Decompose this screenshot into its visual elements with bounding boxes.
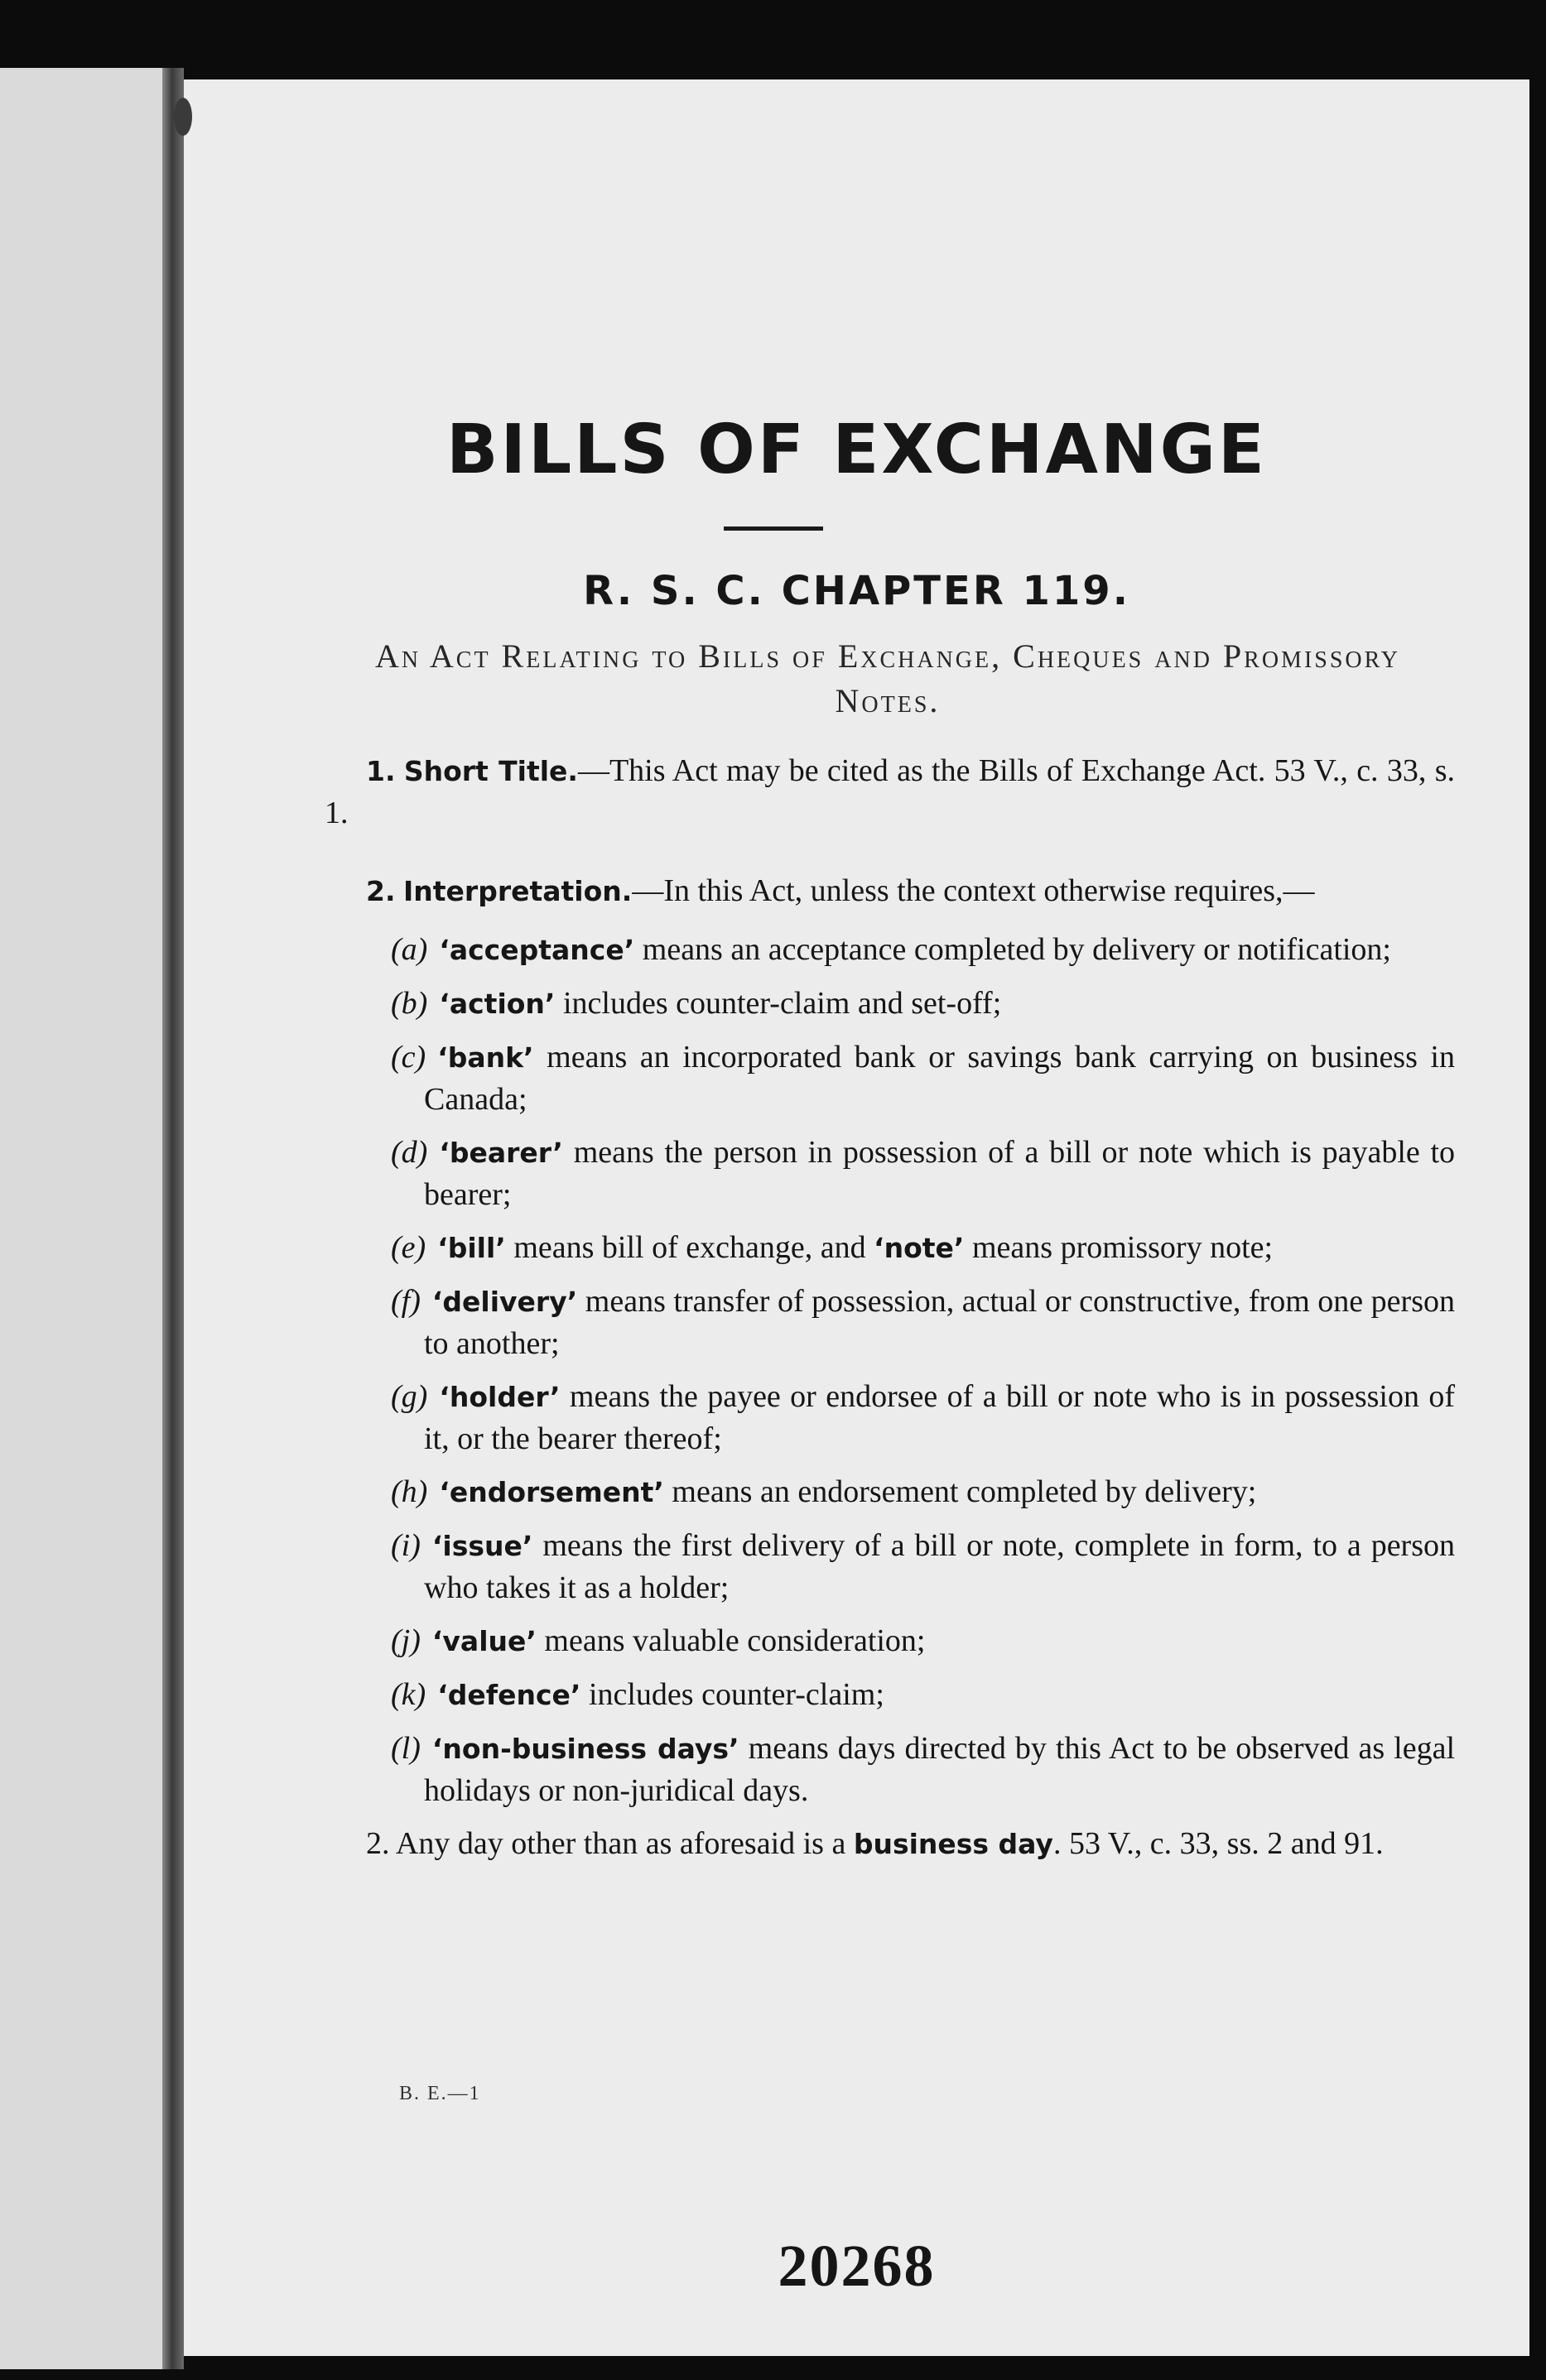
- definition-item: [391, 1036, 1455, 1120]
- left-page-edge: [0, 68, 162, 2369]
- definition-term: ‘bill’: [437, 1232, 506, 1264]
- definition-text: includes counter-claim and set-off;: [562, 986, 1002, 1021]
- subsection-text-before: Any day other than as aforesaid is a: [395, 1826, 846, 1861]
- definition-item: [391, 1132, 1455, 1215]
- definition-item: [391, 983, 1455, 1025]
- definition-term: ‘action’: [439, 988, 556, 1020]
- definition-item: [391, 1281, 1455, 1364]
- definition-text-note: means promissory note;: [971, 1230, 1274, 1265]
- chapter-heading: R. S. C. CHAPTER 119.: [583, 568, 1130, 614]
- definition-item: [391, 1674, 1455, 1716]
- definition-text: means an incorporated bank or savings bank carrying on business in Canada;: [424, 1040, 1455, 1117]
- definition-item: [391, 1620, 1455, 1662]
- page-number: 20268: [778, 2233, 936, 2299]
- definition-term: ‘bank’: [437, 1041, 534, 1074]
- definition-text: means days directed by this Act to be observed as legal holidays or non-juridical days.: [424, 1731, 1456, 1808]
- subsection-term: business day: [853, 1828, 1053, 1860]
- section-1-number: 1.: [366, 755, 396, 787]
- section-2-heading: Interpretation.: [403, 875, 633, 907]
- definition-marker: (c): [391, 1040, 426, 1075]
- definition-marker: (b): [391, 986, 428, 1021]
- section-2-subsection-2: [325, 1823, 1455, 1865]
- document-page: [184, 79, 1529, 2356]
- section-1-heading: Short Title.: [403, 755, 578, 787]
- definition-text: means the payee or endorsee of a bill or note who is in possession of it, or the bearer thereof;: [424, 1379, 1455, 1456]
- definition-text: means an acceptance completed by delivery or notification;: [642, 932, 1391, 967]
- definition-term: ‘holder’: [439, 1381, 561, 1413]
- definition-term: ‘value’: [431, 1625, 537, 1657]
- section-1-text: —This Act may be cited as the Bills of Exchange Act. 53 V., c. 33, s. 1.: [325, 753, 1456, 830]
- subsection-text-after: . 53 V., c. 33, ss. 2 and 91.: [1052, 1826, 1384, 1861]
- definition-marker: (i): [391, 1528, 421, 1563]
- definition-term: ‘bearer’: [439, 1137, 563, 1169]
- definition-term: ‘defence’: [437, 1679, 581, 1711]
- title-divider: [724, 526, 823, 531]
- definition-text: means an endorsement completed by delivery;: [672, 1474, 1257, 1509]
- section-2: [325, 870, 1455, 912]
- section-2-text: —In this Act, unless the context otherwise requires,—: [632, 873, 1315, 908]
- definition-marker: (e): [391, 1230, 426, 1265]
- definition-item: [391, 1471, 1455, 1513]
- definition-item: [391, 1376, 1455, 1459]
- definition-text: means the person in possession of a bill or note which is payable to bearer;: [424, 1135, 1455, 1212]
- section-2-number: 2.: [366, 875, 396, 907]
- definition-item: [391, 929, 1455, 971]
- definition-term: ‘delivery’: [431, 1286, 578, 1318]
- definition-marker: (g): [391, 1379, 428, 1414]
- definition-marker: (j): [391, 1623, 421, 1658]
- definition-marker: (a): [391, 932, 428, 967]
- act-body: [325, 750, 1455, 1865]
- subsection-number: 2.: [366, 1826, 390, 1861]
- definition-text: includes counter-claim;: [588, 1677, 884, 1712]
- definitions-list: [325, 929, 1455, 1811]
- definition-term: ‘issue’: [431, 1530, 533, 1562]
- binding-ring-icon: [174, 98, 192, 136]
- definition-marker: (f): [391, 1284, 421, 1319]
- signature-mark: B. E.—1: [399, 2083, 481, 2104]
- definition-marker: (h): [391, 1474, 428, 1509]
- definition-item: [391, 1525, 1455, 1608]
- definition-text: means bill of exchange, and: [513, 1230, 866, 1265]
- definition-text: means transfer of possession, actual or constructive, from one person to another;: [424, 1284, 1455, 1361]
- definition-text: means valuable consideration;: [544, 1623, 926, 1658]
- definition-item: [391, 1227, 1455, 1269]
- document-title: BILLS OF EXCHANGE: [446, 411, 1267, 489]
- definition-marker: (l): [391, 1731, 421, 1766]
- definition-item: [391, 1728, 1455, 1811]
- definition-term: ‘endorsement’: [439, 1476, 664, 1508]
- definition-marker: (k): [391, 1677, 426, 1712]
- definition-term: ‘non-business days’: [431, 1733, 739, 1765]
- book-gutter: [162, 68, 184, 2369]
- definition-term: ‘acceptance’: [439, 934, 635, 966]
- definition-term-note: ‘note’: [874, 1232, 965, 1264]
- act-title: An Act Relating to Bills of Exchange, Cheques and Promissory Notes.: [374, 637, 1400, 719]
- definition-marker: (d): [391, 1135, 428, 1170]
- section-1: [325, 750, 1455, 834]
- definition-text: means the first delivery of a bill or note, complete in form, to a person who takes it as a holder;: [424, 1528, 1456, 1605]
